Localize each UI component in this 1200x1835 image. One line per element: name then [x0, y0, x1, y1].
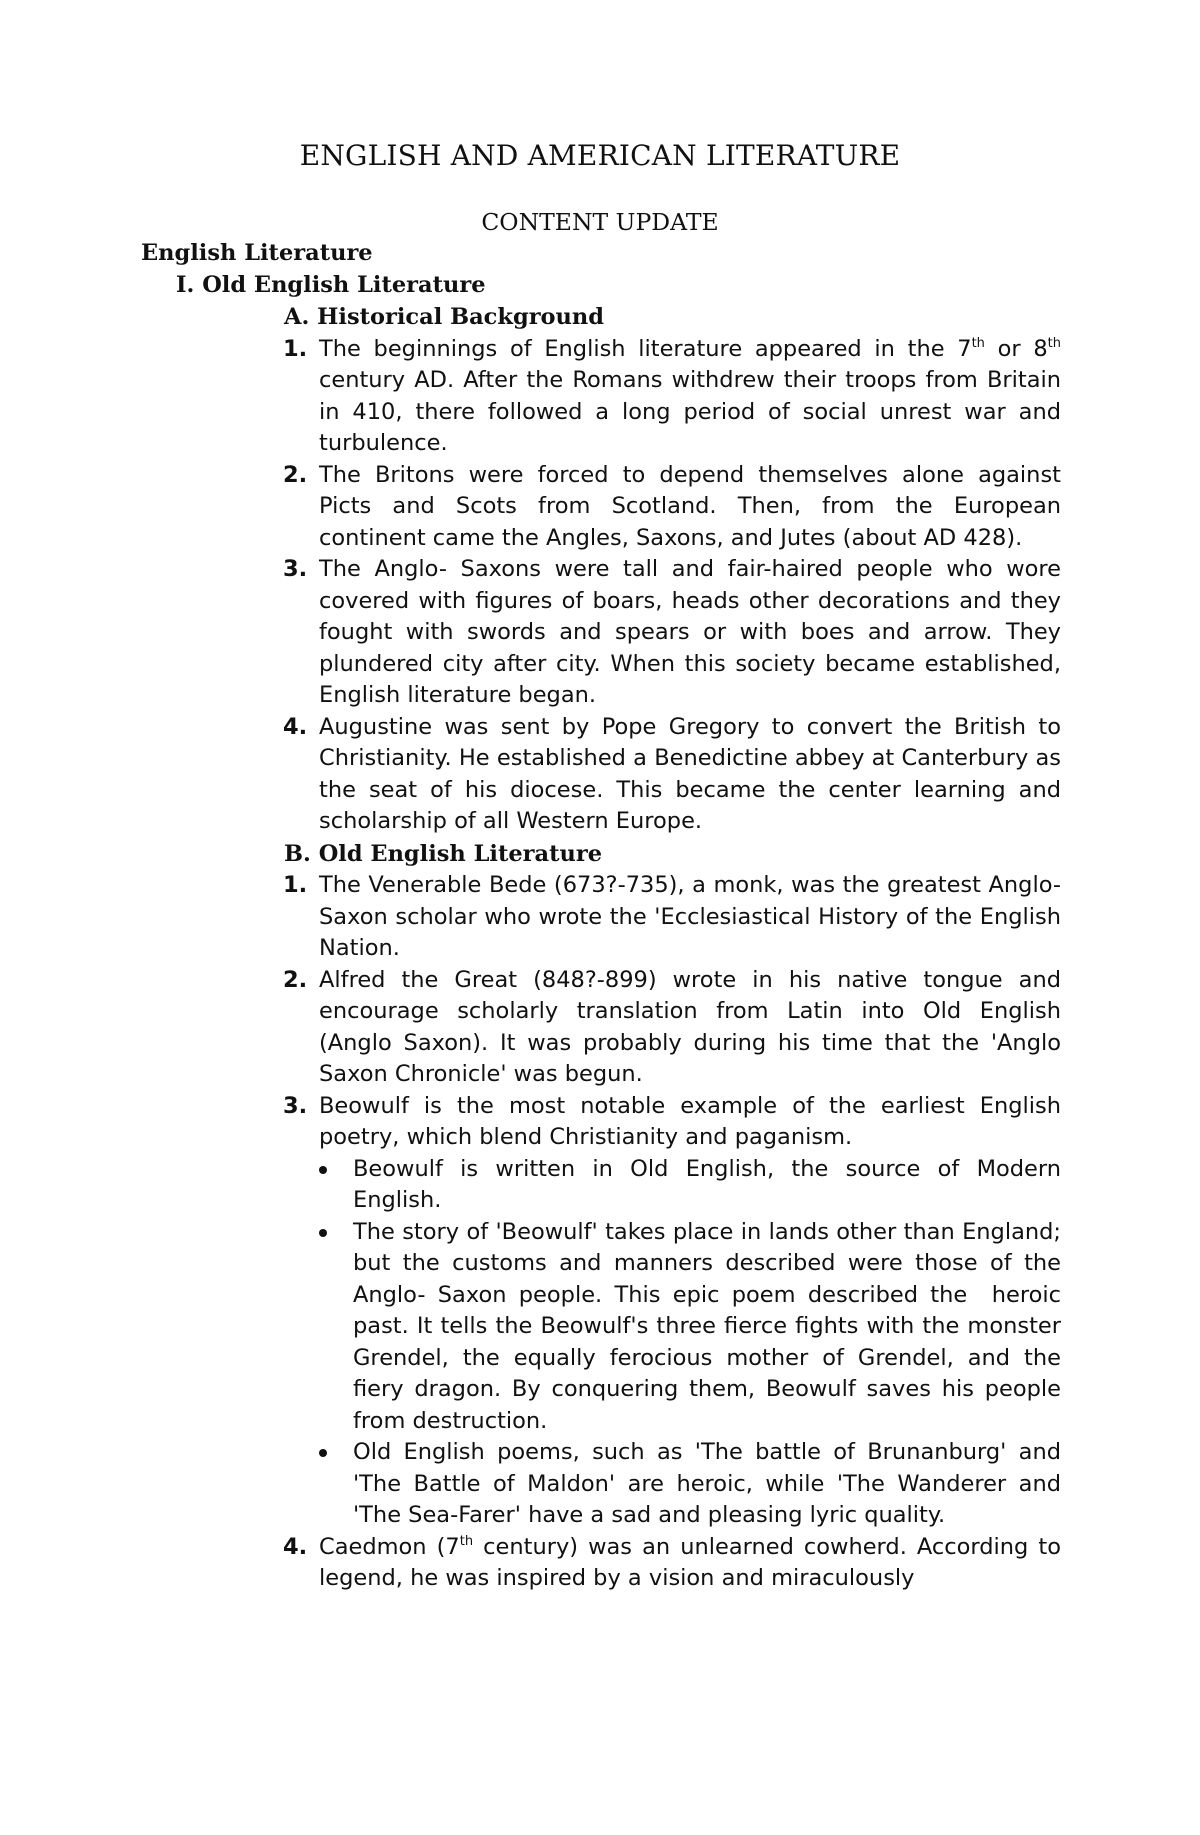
list-number: 2. — [283, 461, 308, 488]
heading-letter: A. — [284, 304, 310, 330]
list-number: 1. — [283, 335, 308, 362]
list-number: 4. — [283, 1533, 308, 1560]
list-item — [283, 1091, 1069, 1532]
list-text-part: Caedmon (7 — [319, 1533, 460, 1560]
document-subtitle: CONTENT UPDATE — [481, 208, 719, 236]
list-text: Augustine was sent by Pope Gregory to convert the British to Christianity. He established a Benedictine abbey at Canterbury as the seat of his diocese. This became the center learning and scholarship of all Western Europe. — [319, 713, 1061, 834]
list-item — [283, 870, 1061, 965]
list-item — [283, 965, 1061, 1091]
historical-background-list — [141, 334, 1061, 838]
list-number: 4. — [283, 713, 308, 740]
heading-title: Old English Literature — [202, 271, 486, 298]
list-text-part: The beginnings of English literature appeared in the 7 — [319, 335, 972, 362]
list-text-part: century AD. After the Romans withdrew their troops from Britain in 410, there followed a long period of social unrest war and turbulence. — [319, 367, 1061, 456]
list-item — [283, 460, 1061, 555]
heading-old-english-literature — [141, 270, 1061, 302]
list-text: The Britons were forced to depend themselves alone against Picts and Scots from Scotland. Then, from the European continent came the Angles, Saxons, and Jutes (about AD 428). — [319, 461, 1061, 551]
heading-historical-background — [141, 302, 1061, 334]
superscript: th — [971, 335, 985, 351]
bullet-item — [353, 1154, 1061, 1217]
document-title: ENGLISH AND AMERICAN LITERATURE — [299, 139, 901, 172]
bullet-text: Beowulf is written in Old English, the source of Modern English. — [353, 1155, 1061, 1213]
section-heading-english-literature: English Literature — [141, 240, 373, 266]
bullet-icon — [319, 1449, 327, 1457]
bullet-text: Old English poems, such as 'The battle of Brunanburg' and 'The Battle of Maldon' are heroic, while 'The Wanderer and 'The Sea-Farer' have a sad and pleasing lyric quality. — [353, 1439, 1061, 1528]
list-item — [283, 712, 1061, 838]
heading-title: Historical Background — [317, 304, 605, 330]
list-text: The Anglo- Saxons were tall and fair-haired people who wore covered with figures of boars, heads other decorations and they fought with swords and spears or with boes and arrow. They plundered city after city. When this society became established, English literature began. — [319, 556, 1061, 708]
bullet-icon — [319, 1229, 327, 1237]
list-item — [283, 554, 1061, 712]
bullet-icon — [319, 1166, 327, 1174]
heading-old-english-literature-b — [141, 839, 1061, 871]
old-english-literature-list — [141, 870, 1069, 1595]
list-item — [283, 334, 1061, 460]
bullet-text: The story of 'Beowulf' takes place in lands other than England; but the customs and manners described were those of the Anglo- Saxon people. This epic poem described the heroic past. It tells the Beowulf's three fierce fights with the monster Grendel, the equally ferocious mother of Grendel, and the fiery dragon. By conquering them, Beowulf saves his people from destruction. — [353, 1218, 1069, 1434]
heading-numeral: I. — [176, 271, 195, 298]
list-number: 1. — [283, 872, 308, 898]
bullet-item — [353, 1437, 1061, 1532]
document-body — [141, 238, 1069, 1595]
list-text: Beowulf is the most notable example of the earliest English poetry, which blend Christianity and paganism. — [319, 1092, 1061, 1150]
heading-title: Old English Literature — [318, 840, 603, 867]
list-text: The Venerable Bede (673?-735), a monk, was the greatest Anglo-Saxon scholar who wrote the 'Ecclesiastical History of the English Nation. — [319, 872, 1061, 961]
list-item — [283, 1532, 1061, 1595]
list-number: 3. — [283, 1092, 308, 1119]
heading-letter: B. — [284, 840, 311, 867]
list-number: 3. — [283, 556, 308, 582]
list-text-part: century) was an unlearned cowherd. According to legend, he was inspired by a vision and miraculously — [319, 1533, 1061, 1591]
superscript: th — [1047, 335, 1061, 351]
list-number: 2. — [283, 966, 308, 993]
list-text: Alfred the Great (848?-899) wrote in his native tongue and encourage scholarly translation from Latin into Old English (Anglo Saxon). It was probably during his time that the 'Anglo Saxon Chronicle' was begun. — [319, 966, 1061, 1087]
list-text-part: or 8 — [984, 335, 1048, 362]
superscript: th — [459, 1533, 474, 1549]
bullet-item — [353, 1217, 1069, 1438]
beowulf-bullet-list — [319, 1154, 1069, 1532]
